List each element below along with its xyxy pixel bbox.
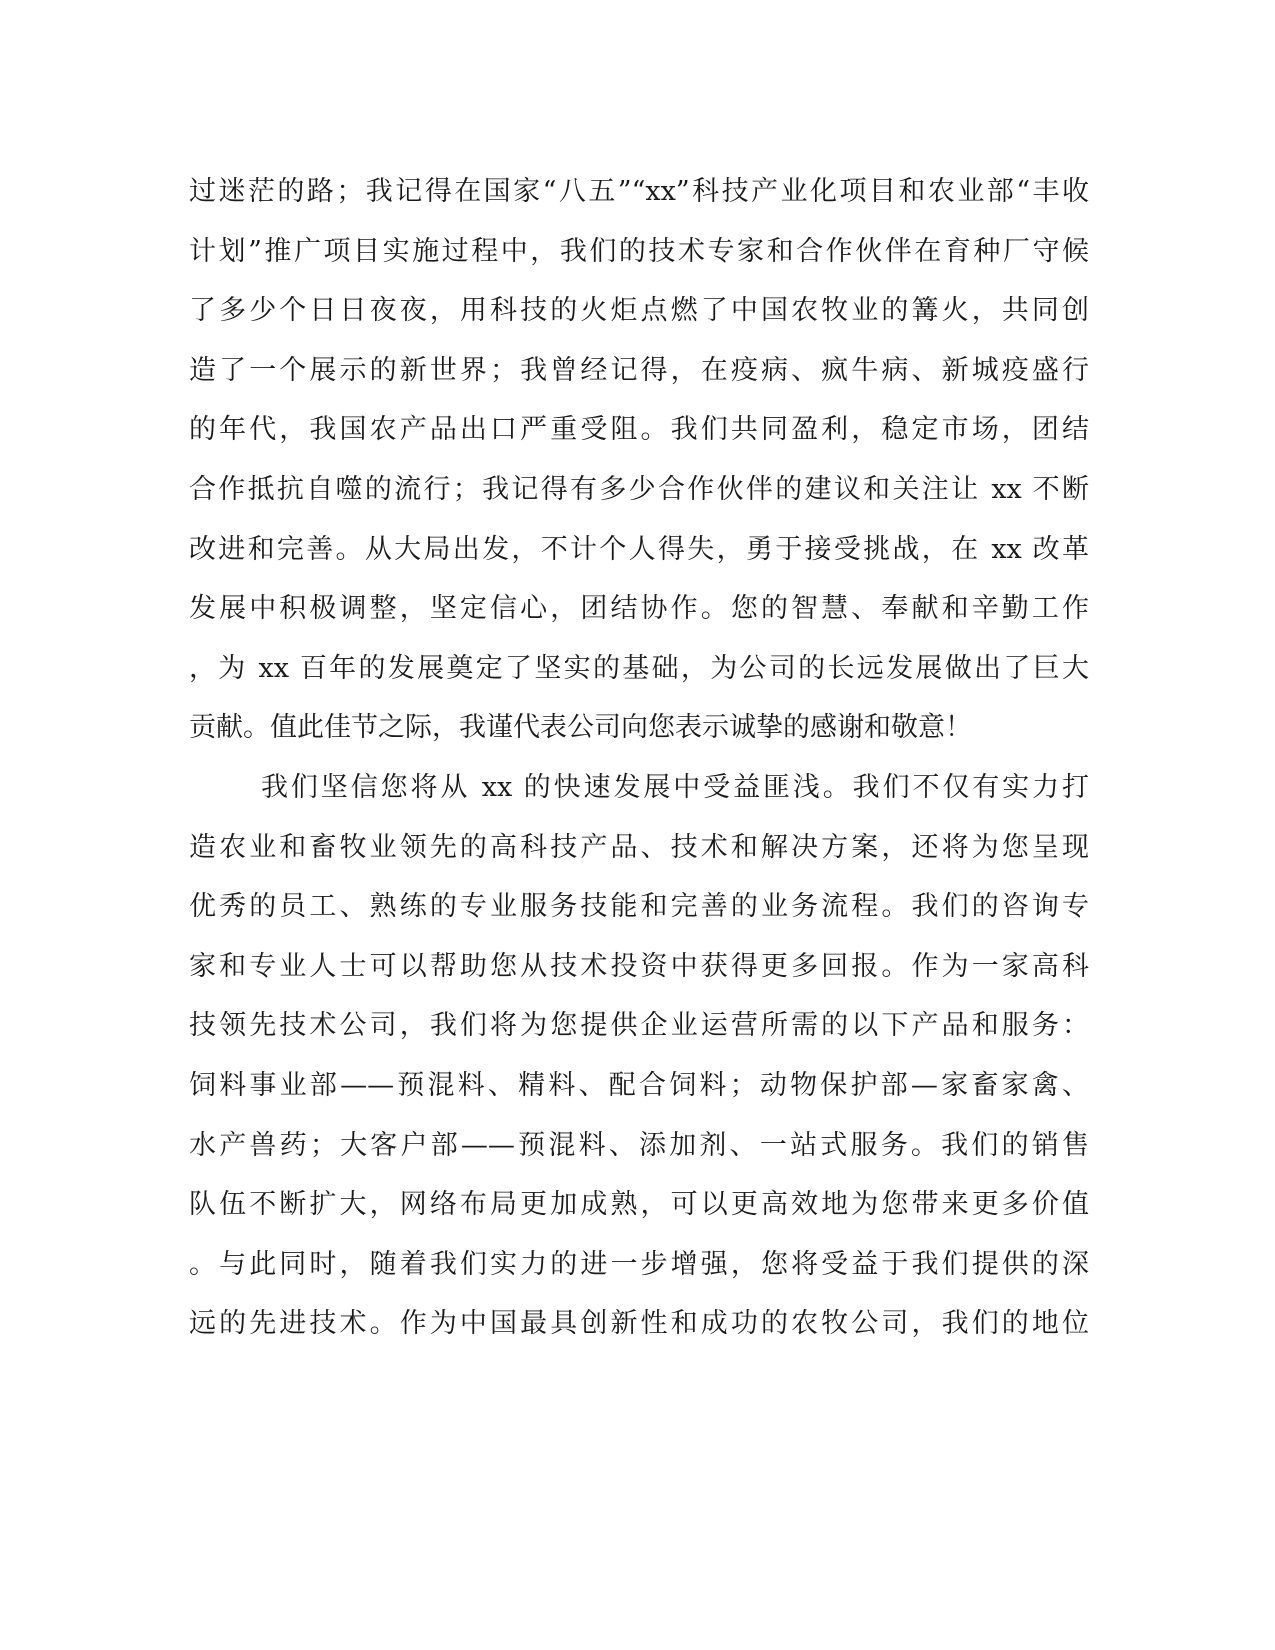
text-line: 饲料事业部——预混料、精料、配合饲料；动物保护部—家畜家禽、 (189, 1069, 1089, 1101)
text-line: 家和专业人士可以帮助您从技术投资中获得更多回报。作为一家高科 (189, 950, 1089, 982)
text-line: 水产兽药；大客户部——预混料、添加剂、一站式服务。我们的销售 (189, 1129, 1089, 1161)
text-line: 发展中积极调整，坚定信心，团结协作。您的智慧、奉献和辛勤工作 (189, 593, 1089, 625)
text-line: 了多少个日日夜夜，用科技的火炬点燃了中国农牧业的篝火，共同创 (189, 295, 1089, 327)
paragraph-1 (189, 162, 1089, 758)
text-line: 贡献。值此佳节之际，我谨代表公司向您表示诚挚的感谢和敬意！ (189, 712, 972, 744)
text-line: 队伍不断扩大，网络布局更加成熟，可以更高效地为您带来更多价值 (189, 1189, 1089, 1221)
text-line: 优秀的员工、熟练的专业服务技能和完善的业务流程。我们的咨询专 (189, 891, 1089, 923)
text-line: 。与此同时，随着我们实力的进一步增强，您将受益于我们提供的深 (189, 1248, 1089, 1280)
text-line: 技领先技术公司，我们将为您提供企业运营所需的以下产品和服务： (189, 1010, 1089, 1042)
paragraph-2 (189, 758, 1089, 1354)
text-line: 我们坚信您将从 xx 的快速发展中受益匪浅。我们不仅有实力打 (261, 771, 1089, 803)
text-line: 改进和完善。从大局出发，不计个人得失，勇于接受挑战，在 xx 改革 (189, 533, 1089, 565)
text-line: 计划”推广项目实施过程中，我们的技术专家和合作伙伴在育种厂守候 (189, 235, 1089, 267)
text-line: 的年代，我国农产品出口严重受阻。我们共同盈利，稳定市场，团结 (189, 414, 1089, 446)
text-line: 造了一个展示的新世界；我曾经记得，在疫病、疯牛病、新城疫盛行 (189, 354, 1089, 386)
body-text (189, 162, 1089, 1354)
text-line: 远的先进技术。作为中国最具创新性和成功的农牧公司，我们的地位 (189, 1308, 1089, 1340)
text-line: 过迷茫的路；我记得在国家“八五”“xx”科技产业化项目和农业部“丰收 (189, 176, 1089, 207)
text-line: 造农业和畜牧业领先的高科技产品、技术和解决方案，还将为您呈现 (189, 831, 1089, 863)
text-line: ，为 xx 百年的发展奠定了坚实的基础，为公司的长远发展做出了巨大 (189, 652, 1089, 684)
text-line: 合作抵抗自噬的流行；我记得有多少合作伙伴的建议和关注让 xx 不断 (189, 473, 1089, 505)
